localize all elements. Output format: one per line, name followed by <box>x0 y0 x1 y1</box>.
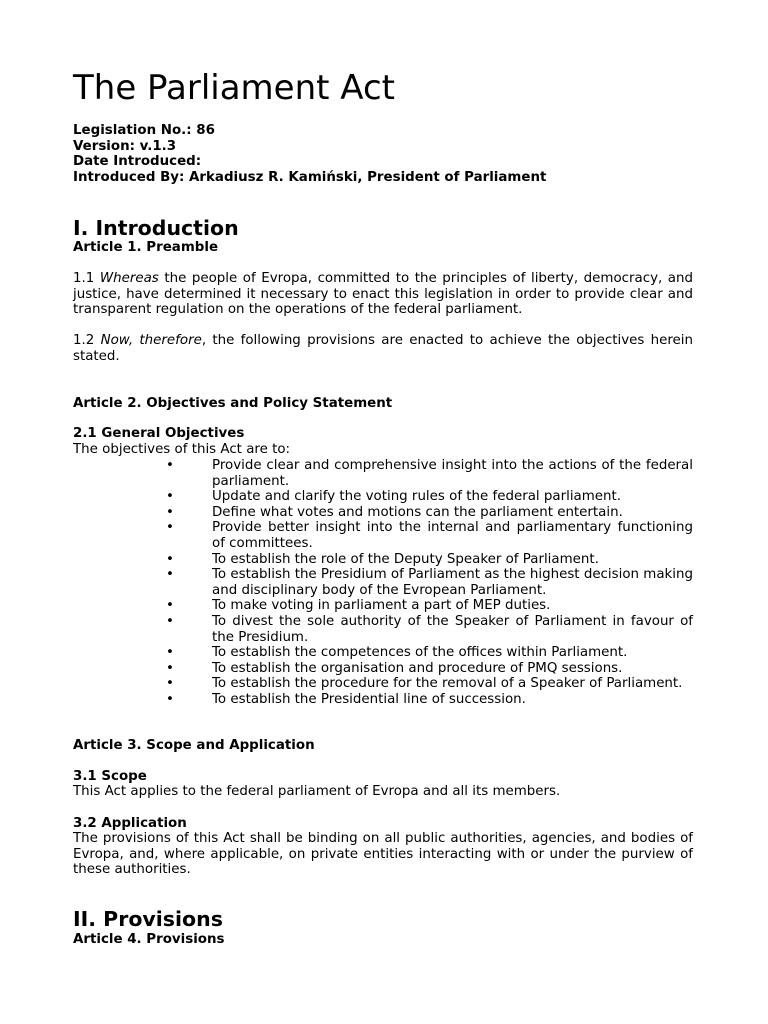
bullet-marker: • <box>166 598 174 614</box>
list-item-text: Update and clarify the voting rules of the federal parliament. <box>212 489 622 505</box>
bullet-marker: • <box>166 613 174 629</box>
document-title: The Parliament Act <box>73 68 395 108</box>
list-item <box>73 520 693 551</box>
bullet-marker: • <box>166 504 174 520</box>
list-item <box>73 676 693 692</box>
list-item <box>73 552 693 568</box>
paragraph-text: , the following provisions are enacted to achieve the objectives herein stated. <box>73 333 694 364</box>
list-item-text: To establish the organisation and procedure of PMQ sessions. <box>212 660 623 676</box>
article-2-heading: Article 2. Objectives and Policy Statement <box>73 396 393 411</box>
section-3-1-heading: 3.1 Scope <box>73 769 147 784</box>
bullet-marker: • <box>166 645 174 661</box>
paragraph-1-1 <box>73 271 693 318</box>
article-3-heading: Article 3. Scope and Application <box>73 738 315 753</box>
bullet-marker: • <box>166 520 174 536</box>
list-item-text: To divest the sole authority of the Speaker of Parliament in favour of the Presidium. <box>212 613 693 645</box>
paragraph-1-2 <box>73 333 693 364</box>
list-item <box>73 692 693 708</box>
document-metadata <box>73 123 546 185</box>
list-item <box>73 505 693 521</box>
list-item-text: To establish the role of the Deputy Speaker of Parliament. <box>212 551 599 567</box>
bullet-marker: • <box>166 691 174 707</box>
section-2-1-heading: 2.1 General Objectives <box>73 426 245 441</box>
list-item-text: Provide better insight into the internal and parliamentary functioning of committees. <box>212 520 693 551</box>
article-4-heading: Article 4. Provisions <box>73 932 225 947</box>
version: Version: v.1.3 <box>73 138 177 154</box>
list-item <box>73 645 693 661</box>
introduced-by: Introduced By: Arkadiusz R. Kamiński, President of Parliament <box>73 169 547 185</box>
section-3-2-text: The provisions of this Act shall be binding on all public authorities, agencies, and bodies of Evropa, and, where applicable, on private entities interacting with or under the purview of these authorities. <box>73 831 693 878</box>
paragraph-text: the people of Evropa, committed to the principles of liberty, democracy, and justice, have determined it necessary to enact this legislation in order to provide clear and transparent regulation on the operations of the federal parliament. <box>73 271 693 318</box>
section-heading-provisions: II. Provisions <box>73 907 223 931</box>
list-item-text: To establish the Presidium of Parliament as the highest decision making and disciplinary body of the Evropean Parliament. <box>212 567 693 598</box>
list-item-text: To establish the procedure for the removal of a Speaker of Parliament. <box>212 676 683 692</box>
emphasis-text: Whereas <box>99 271 159 286</box>
bullet-marker: • <box>166 676 174 692</box>
section-3-1-text: This Act applies to the federal parliament of Evropa and all its members. <box>73 784 561 799</box>
date-introduced: Date Introduced: <box>73 154 202 170</box>
list-item-text: To establish the competences of the offices within Parliament. <box>212 645 628 661</box>
section-3-2-heading: 3.2 Application <box>73 816 187 831</box>
list-item <box>73 598 693 614</box>
legislation-number: Legislation No.: 86 <box>73 123 215 138</box>
article-1-heading: Article 1. Preamble <box>73 240 219 255</box>
paragraph-number: 1.2 <box>73 333 95 348</box>
section-heading-introduction: I. Introduction <box>73 216 239 240</box>
objectives-lead: The objectives of this Act are to: <box>73 442 291 457</box>
bullet-marker: • <box>166 551 174 567</box>
objectives-list <box>73 458 693 708</box>
bullet-marker: • <box>166 660 174 676</box>
list-item <box>73 614 693 645</box>
list-item-text: Define what votes and motions can the parliament entertain. <box>212 504 623 520</box>
emphasis-text: Now, therefore <box>100 333 202 348</box>
bullet-marker: • <box>166 567 174 583</box>
list-item <box>73 489 693 505</box>
bullet-marker: • <box>166 489 174 505</box>
list-item-text: Provide clear and comprehensive insight into the actions of the federal parliament. <box>212 458 693 489</box>
list-item-text: To make voting in parliament a part of MEP duties. <box>212 598 551 614</box>
list-item <box>73 567 693 598</box>
list-item-text: To establish the Presidential line of succession. <box>212 691 526 707</box>
list-item <box>73 661 693 677</box>
list-item <box>73 458 693 489</box>
bullet-marker: • <box>166 458 174 473</box>
paragraph-number: 1.1 <box>73 271 95 286</box>
